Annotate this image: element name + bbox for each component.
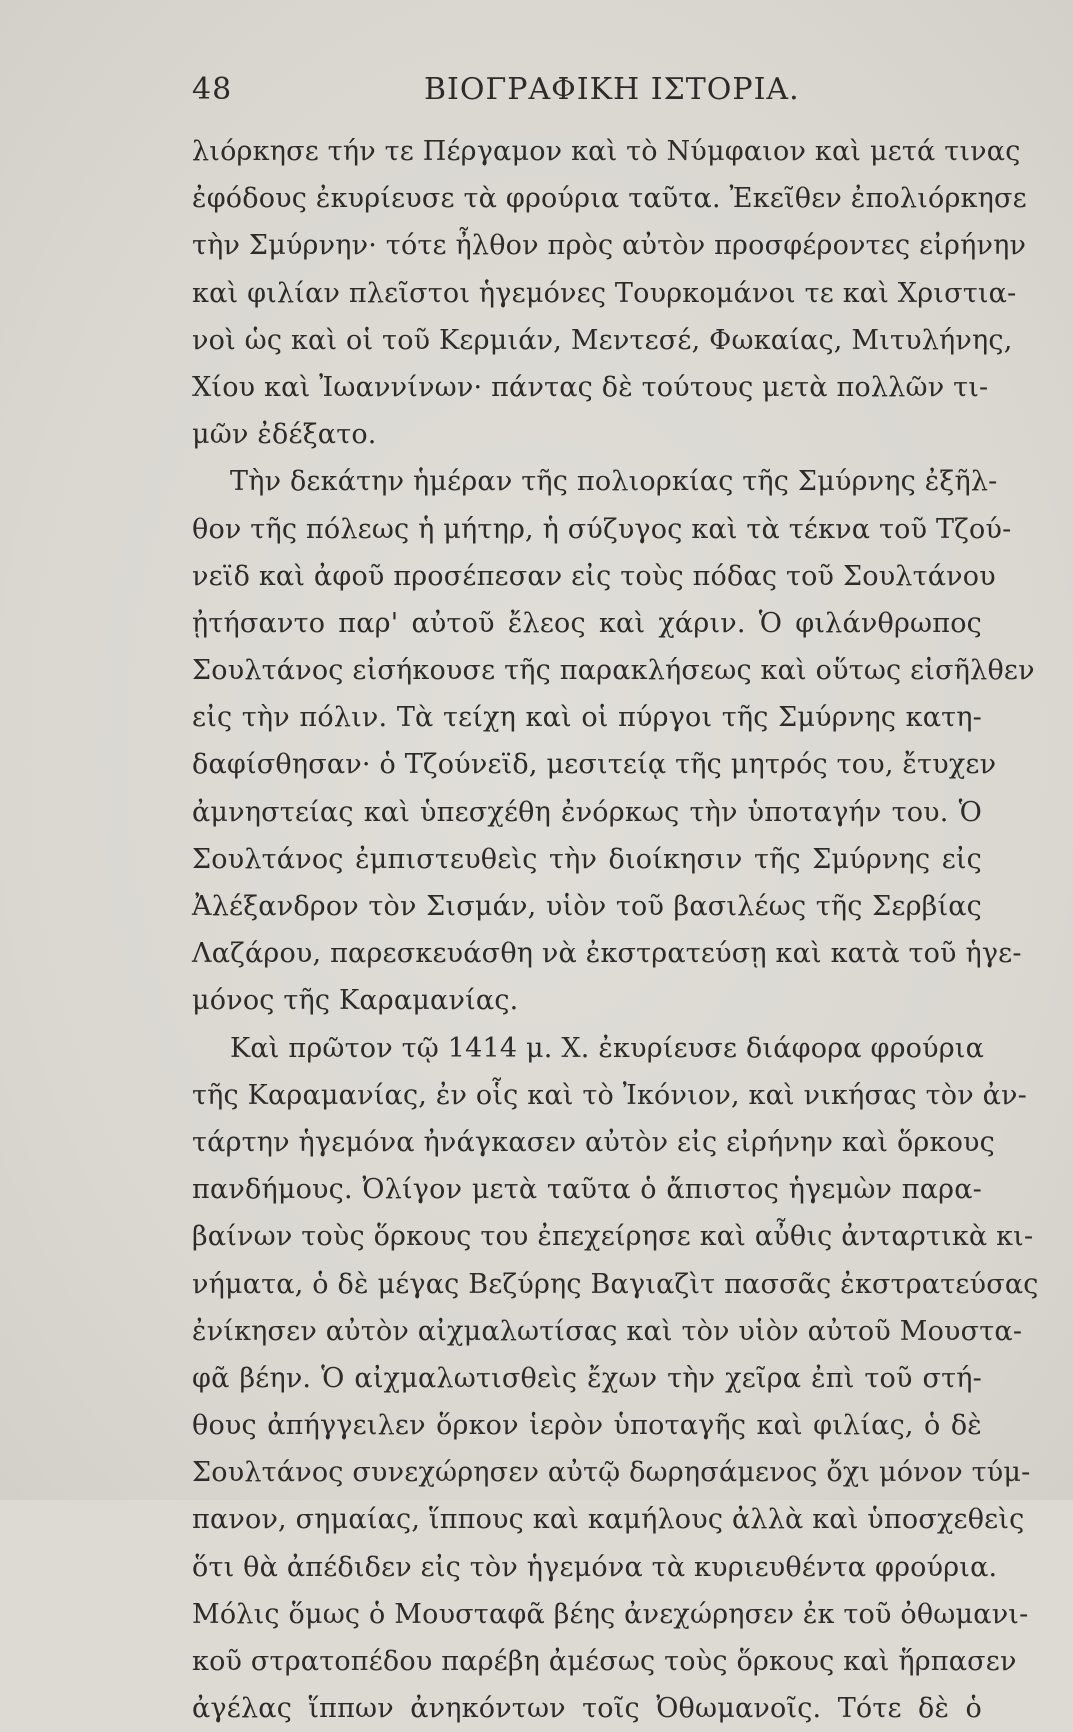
text-line: Σουλτάνος εἰσήκουσε τῆς παρακλήσεως καὶ οὕτως εἰσῆλθεν	[192, 655, 1035, 687]
text-line: Χίου καὶ Ἰωαννίνων· πάντας δὲ τούτους μετὰ πολλῶν τι-	[192, 371, 989, 403]
text-line: ἀγέλας ἵππων ἀνηκόντων τοῖς Ὀθωμανοῖς. Τότε δὲ ὁ	[192, 1693, 982, 1725]
running-head: ΒΙΟΓΡΑΦΙΚΗ ΙΣΤΟΡΙΑ.	[424, 72, 800, 107]
text-line: νοὶ ὡς καὶ οἱ τοῦ Κερμιάν, Μεντεσέ, Φωκαίας, Μιτυλήνης,	[192, 324, 1013, 356]
text-line: θους ἀπήγγειλεν ὅρκον ἱερὸν ὑποταγῆς καὶ φιλίας, ὁ δὲ	[192, 1410, 982, 1442]
text-line: βαίνων τοὺς ὅρκους του ἐπεχείρησε καὶ αὖθις ἀνταρτικὰ κι-	[192, 1221, 1034, 1253]
page-header	[192, 70, 982, 110]
text-line: μόνος τῆς Καραμανίας.	[192, 985, 519, 1017]
text-line: Σουλτάνος συνεχώρησεν αὐτῷ δωρησάμενος ὄχι μόνον τύμ-	[192, 1457, 1031, 1489]
text-line: φᾶ βέην. Ὁ αἰχμαλωτισθεὶς ἔχων τὴν χεῖρα ἐπὶ τοῦ στή-	[192, 1362, 982, 1394]
text-line: ἐνίκησεν αὐτὸν αἰχμαλωτίσας καὶ τὸν υἱὸν αὐτοῦ Μουστα-	[192, 1315, 1023, 1347]
page-number: 48	[192, 72, 233, 107]
text-line: ἐφόδους ἐκυρίευσε τὰ φρούρια ταῦτα. Ἐκεῖθεν ἐπολιόρκησε	[192, 183, 1027, 215]
text-line: πανον, σημαίας, ἵππους καὶ καμήλους ἀλλὰ καὶ ὑποσχεθεὶς	[192, 1504, 1025, 1536]
text-line: νήματα, ὁ δὲ μέγας Βεζύρης Βαγιαζὶτ πασσᾶς ἐκστρατεύσας	[192, 1268, 1039, 1300]
text-line: Μόλις ὅμως ὁ Μουσταφᾶ βέης ἀνεχώρησεν ἐκ τοῦ ὀθωμανι-	[192, 1598, 1029, 1630]
text-line: τῆς Καραμανίας, ἐν οἷς καὶ τὸ Ἰκόνιον, καὶ νικήσας τὸν ἀν-	[192, 1079, 1027, 1111]
text-line: Ἀλέξανδρον τὸν Σισμάν, υἱὸν τοῦ βασιλέως τῆς Σερβίας	[192, 891, 982, 922]
text-line: καὶ φιλίαν πλεῖστοι ἡγεμόνες Τουρκομάνοι τε καὶ Χριστια-	[192, 277, 1017, 309]
text-line: ὅτι θὰ ἀπέδιδεν εἰς τὸν ἡγεμόνα τὰ κυριευθέντα φρούρια.	[192, 1551, 998, 1583]
paragraph-first-line: Τὴν δεκάτην ἡμέραν τῆς πολιορκίας τῆς Σμύρνης ἐξῆλ-	[230, 466, 998, 498]
text-line: Λαζάρου, παρεσκευάσθη νὰ ἐκστρατεύσῃ καὶ κατὰ τοῦ ἡγε-	[192, 938, 1022, 970]
text-line: δαφίσθησαν· ὁ Τζούνεϊδ, μεσιτείᾳ τῆς μητρός του, ἔτυχεν	[192, 749, 997, 781]
body-text	[192, 128, 1039, 1732]
text-line: τάρτην ἡγεμόνα ἠνάγκασεν αὐτὸν εἰς εἰρήνην καὶ ὅρκους	[192, 1126, 995, 1158]
text-line: ἀμνηστείας καὶ ὑπεσχέθη ἐνόρκως τὴν ὑποταγήν του. Ὁ	[192, 796, 982, 828]
text-line: θον τῆς πόλεως ἡ μήτηρ, ἡ σύζυγος καὶ τὰ τέκνα τοῦ Τζού-	[192, 513, 1012, 545]
text-line: πανδήμους. Ὀλίγον μετὰ ταῦτα ὁ ἄπιστος ἡγεμὼν παρα-	[192, 1174, 982, 1206]
text-line: εἰς τὴν πόλιν. Τὰ τείχη καὶ οἱ πύργοι τῆς Σμύρνης κατη-	[192, 702, 982, 734]
paragraph-first-line: Καὶ πρῶτον τῷ 1414 μ. Χ. ἐκυρίευσε διάφορα φρούρια	[230, 1032, 985, 1064]
text-line: μῶν ἐδέξατο.	[192, 419, 377, 451]
text-line: Σουλτάνος ἐμπιστευθεὶς τὴν διοίκησιν τῆς Σμύρνης εἰς	[192, 843, 982, 875]
text-line: νεϊδ καὶ ἀφοῦ προσέπεσαν εἰς τοὺς πόδας τοῦ Σουλτάνου	[192, 560, 996, 592]
text-line: κοῦ στρατοπέδου παρέβη ἀμέσως τοὺς ὅρκους καὶ ἥρπασεν	[192, 1646, 1017, 1677]
text-line: λιόρκησε τήν τε Πέργαμον καὶ τὸ Νύμφαιον καὶ μετά τινας	[192, 136, 1021, 167]
text-line: τὴν Σμύρνην· τότε ἦλθον πρὸς αὐτὸν προσφέροντες εἰρήνην	[192, 230, 1027, 262]
text-line: ᾐτήσαντο παρ' αὐτοῦ ἔλεος καὶ χάριν. Ὁ φιλάνθρωπος	[192, 607, 982, 639]
